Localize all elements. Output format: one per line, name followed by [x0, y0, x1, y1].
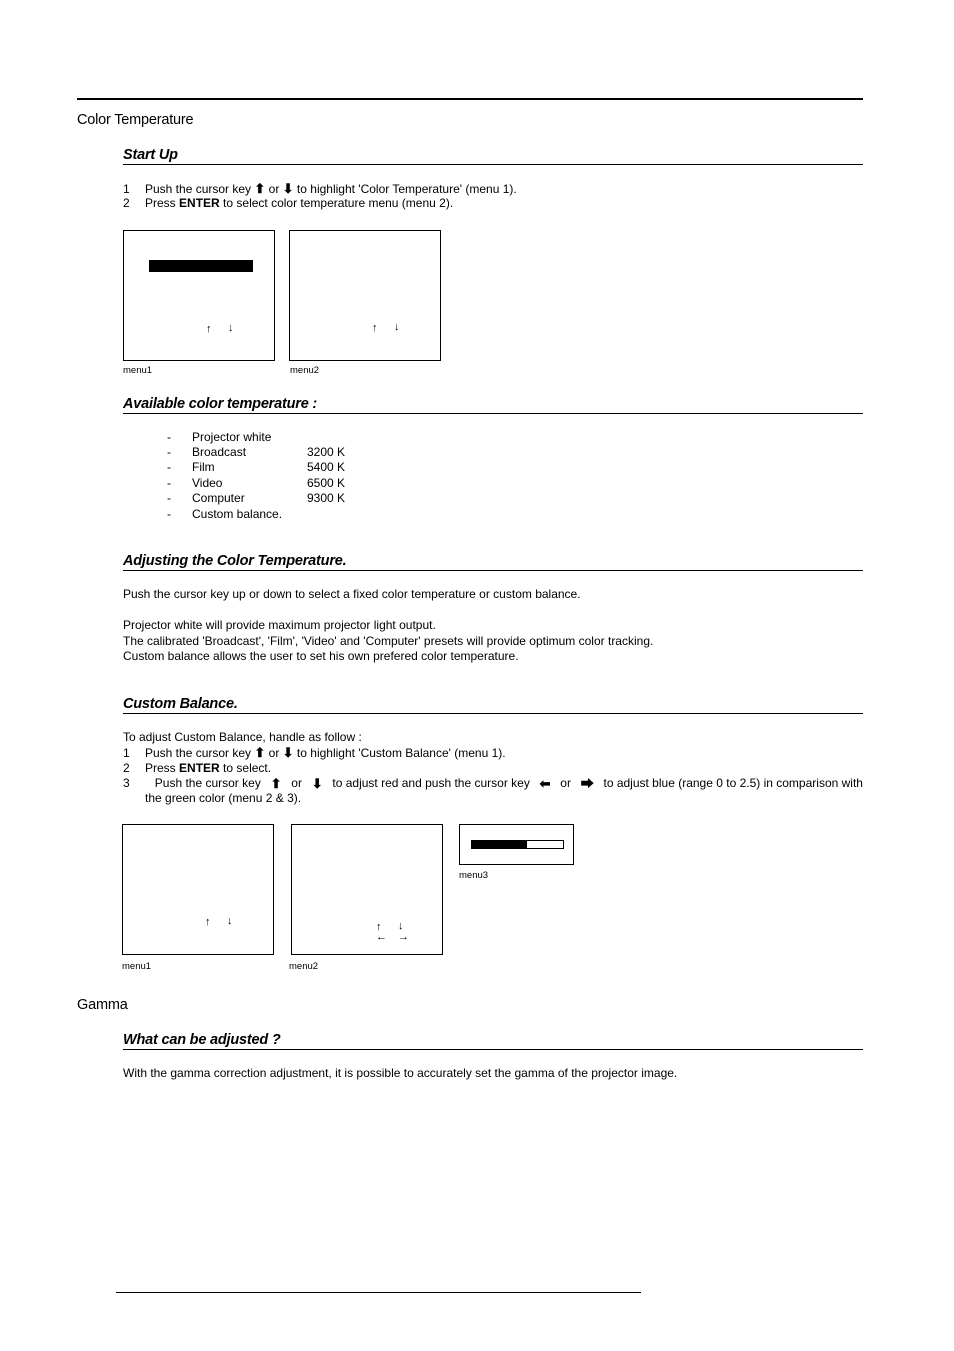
list-item-name: Film — [192, 460, 215, 474]
arrow-right-icon: → — [398, 931, 409, 943]
step-text: or — [268, 182, 280, 196]
custom-menu1-box — [122, 824, 274, 955]
custom-menu2-box — [291, 824, 443, 955]
caption-menu1: menu1 — [123, 365, 153, 376]
caption-menu2: menu2 — [290, 365, 320, 376]
caption-menu2: menu2 — [289, 961, 319, 972]
heading-available-color-temperature: Available color temperature : — [123, 396, 863, 414]
adjusting-paragraph-3: The calibrated 'Broadcast', 'Film', 'Video' and 'Computer' presets will provide optimum color tracking. — [123, 634, 654, 648]
step-number: 1 — [123, 182, 130, 196]
heading-adjusting: Adjusting the Color Temperature. — [123, 553, 863, 571]
step-text: or — [268, 746, 280, 760]
caption-menu3: menu3 — [459, 870, 489, 881]
step-text: Push the cursor key — [145, 182, 252, 196]
arrow-up-icon: ↑ — [372, 322, 378, 334]
list-item-value: 6500 K — [307, 476, 346, 490]
arrow-down-icon: ↓ — [228, 322, 234, 334]
step-text: to adjust blue (range 0 to 2.5) in comparison with — [603, 776, 863, 790]
balance-slider-track — [471, 840, 564, 849]
list-item-name: Computer — [192, 491, 245, 505]
adjusting-paragraph-2: Projector white will provide maximum projector light output. — [123, 618, 436, 632]
enter-key-label: ENTER — [179, 761, 220, 775]
section-title-gamma: Gamma — [77, 997, 128, 1013]
step-text: Push the cursor key — [145, 746, 252, 760]
list-item-name: Broadcast — [192, 445, 247, 459]
arrow-left-icon: ⬅ — [539, 776, 551, 791]
list-item-name: Custom balance. — [192, 507, 283, 521]
heading-what-can-be-adjusted: What can be adjusted ? — [123, 1032, 863, 1050]
arrow-down-icon: ↓ — [394, 321, 400, 333]
list-dash: - — [167, 430, 171, 444]
custom-intro: To adjust Custom Balance, handle as follow : — [123, 730, 362, 744]
list-dash: - — [167, 445, 171, 459]
balance-slider-fill — [472, 841, 527, 848]
arrow-down-icon: ⬇ — [282, 745, 294, 760]
step-text: to adjust red and push the cursor key — [332, 776, 530, 790]
arrow-up-icon: ⬆ — [270, 776, 282, 791]
list-item — [167, 476, 345, 492]
startup-menu1-box — [123, 230, 275, 361]
arrow-up-icon: ⬆ — [254, 181, 266, 196]
list-item-value: 5400 K — [307, 460, 346, 474]
bottom-rule — [116, 1292, 641, 1293]
list-dash: - — [167, 491, 171, 505]
step-number: 3 — [123, 776, 130, 790]
step-number: 2 — [123, 196, 130, 210]
list-dash: - — [167, 507, 171, 521]
arrow-down-icon: ⬇ — [311, 776, 323, 791]
step-text: Push the cursor key — [154, 776, 261, 790]
startup-step-1 — [123, 181, 517, 197]
adjusting-paragraph-4: Custom balance allows the user to set his own prefered color temperature. — [123, 649, 519, 663]
list-item — [167, 445, 345, 461]
list-dash: - — [167, 460, 171, 474]
step-text: Press — [145, 196, 176, 210]
top-rule — [77, 98, 863, 100]
step-text: Press — [145, 761, 176, 775]
arrow-up-icon: ↑ — [206, 323, 212, 335]
custom-step-3 — [123, 776, 863, 791]
arrow-left-icon: ← — [376, 931, 387, 943]
step-text: to highlight 'Custom Balance' (menu 1). — [296, 746, 506, 760]
step-text: or — [291, 776, 302, 790]
arrow-up-icon: ⬆ — [254, 745, 266, 760]
list-item — [167, 507, 307, 523]
step-text: to select. — [223, 761, 272, 775]
heading-start-up: Start Up — [123, 147, 863, 165]
custom-step-1 — [123, 745, 506, 761]
list-item — [167, 491, 345, 507]
enter-key-label: ENTER — [179, 196, 220, 210]
arrow-down-icon: ⬇ — [282, 181, 294, 196]
startup-menu2-box — [289, 230, 441, 361]
arrow-up-icon: ↑ — [376, 921, 382, 933]
step-text: to highlight 'Color Temperature' (menu 1). — [296, 182, 517, 196]
step-text: or — [560, 776, 571, 790]
custom-step-3-continued: the green color (menu 2 & 3). — [145, 791, 302, 805]
list-item-name: Projector white — [192, 430, 272, 444]
startup-step-2 — [123, 196, 453, 211]
custom-step-2 — [123, 761, 271, 776]
arrow-down-icon: ↓ — [227, 915, 233, 927]
adjusting-paragraph-1: Push the cursor key up or down to select a fixed color temperature or custom balance. — [123, 587, 581, 601]
list-item — [167, 460, 345, 476]
arrow-down-icon: ↓ — [398, 920, 404, 932]
list-item-value: 3200 K — [307, 445, 346, 459]
arrow-up-icon: ↑ — [205, 916, 211, 928]
list-item — [167, 430, 307, 446]
list-item-value: 9300 K — [307, 491, 346, 505]
list-dash: - — [167, 476, 171, 490]
list-item-name: Video — [192, 476, 223, 490]
custom-menu3-box — [459, 824, 574, 865]
section-title-color-temperature: Color Temperature — [77, 112, 194, 128]
step-number: 2 — [123, 761, 130, 775]
arrow-right-icon: ⮕ — [580, 776, 594, 791]
heading-custom-balance: Custom Balance. — [123, 696, 863, 714]
step-number: 1 — [123, 746, 130, 760]
menu-highlight-bar — [149, 260, 253, 272]
gamma-paragraph: With the gamma correction adjustment, it is possible to accurately set the gamma of the projector image. — [123, 1066, 678, 1080]
step-text: to select color temperature menu (menu 2). — [223, 196, 454, 210]
caption-menu1: menu1 — [122, 961, 152, 972]
